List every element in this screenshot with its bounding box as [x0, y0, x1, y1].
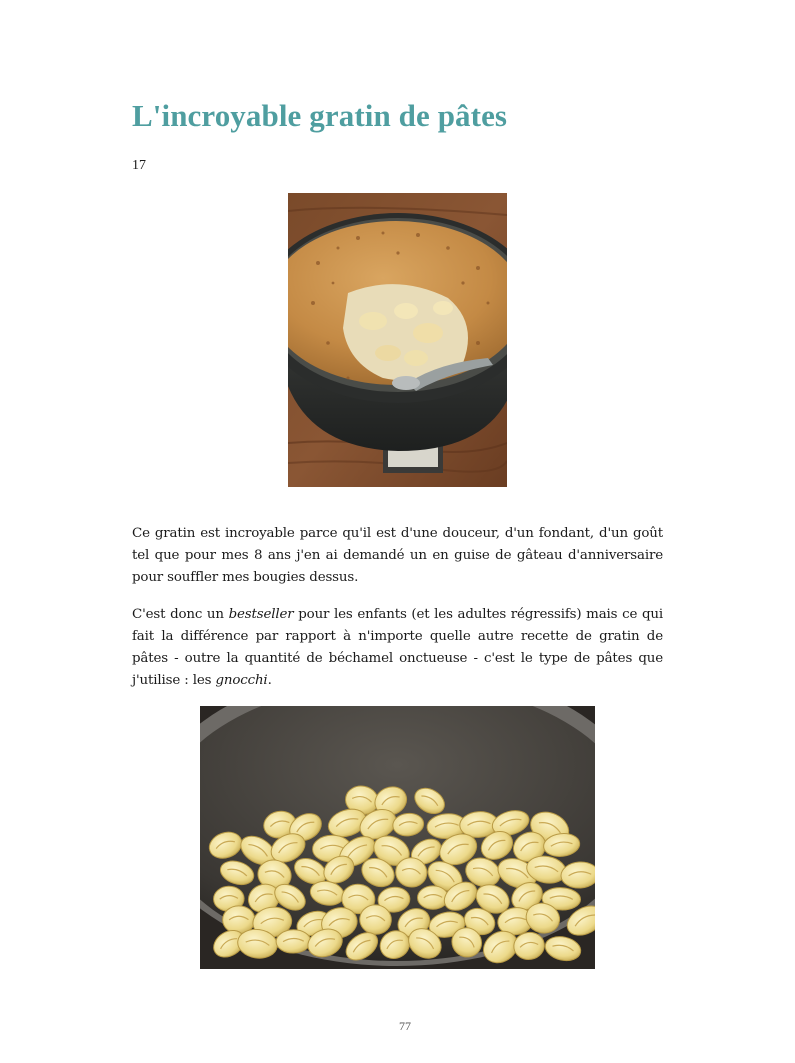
pasta-shell	[417, 886, 448, 910]
pasta-type-text-1: C'est donc un	[132, 607, 229, 622]
recipe-number: 17	[132, 158, 146, 173]
gnocchi-emphasis: gnocchi	[215, 673, 268, 688]
intro-paragraph: Ce gratin est incroyable parce qu'il est d'une douceur, d'un fondant, d'un goût tel que pour mes 8 ans j'en ai demandé un en guise de gâteau d'anniversaire pour souffler mes bougies dessus.	[132, 526, 663, 585]
pasta-type-text-2: pour les enfants (et les adultes régressifs) mais ce qui fait la différence par rapport à n'importe quelle autre recette de gratin de pâtes - outre la quantité de béchamel onctueuse - c'est le type de pâtes que j'utilise : les	[132, 607, 663, 688]
pasta-type-text-3: .	[267, 673, 272, 688]
page-number: 77	[399, 1019, 411, 1033]
gratin-photo-drawing	[288, 193, 507, 487]
gratin-photo	[288, 193, 507, 487]
pasta-pot-photo	[200, 706, 595, 969]
pasta-shell	[276, 929, 311, 953]
pasta-type-paragraph	[132, 604, 663, 692]
pasta-pot-drawing	[200, 706, 595, 969]
bestseller-emphasis: bestseller	[228, 607, 294, 622]
page-title: L'incroyable gratin de pâtes	[132, 98, 508, 133]
